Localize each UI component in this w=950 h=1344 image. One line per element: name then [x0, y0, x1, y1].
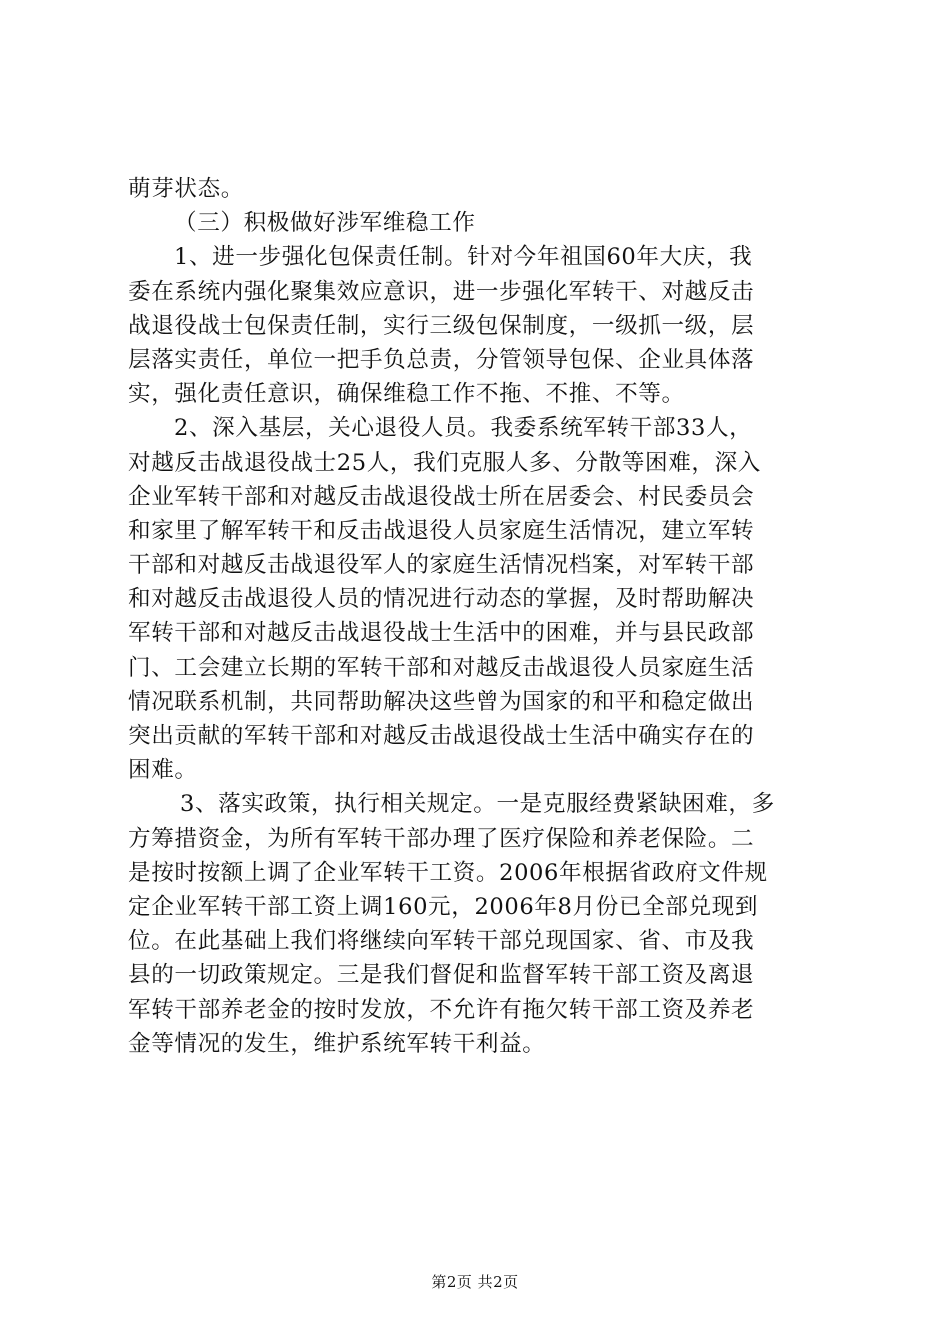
page-number-label: 第2页 共2页	[431, 1273, 519, 1291]
paragraph-line: 情况联系机制，共同帮助解决这些曾为国家的和平和稳定做出	[128, 688, 755, 715]
paragraph-line: 干部和对越反击战退役军人的家庭生活情况档案，对军转干部	[128, 552, 755, 579]
document-body	[128, 172, 822, 1061]
paragraph-line: 军转干部和对越反击战退役战士生活中的困难，并与县民政部	[128, 620, 755, 647]
paragraph-line: 是按时按额上调了企业军转干工资。2006年根据省政府文件规	[128, 859, 768, 886]
paragraph-line: 位。在此基础上我们将继续向军转干部兑现国家、省、市及我	[128, 928, 755, 955]
paragraph-line: 困难。	[128, 757, 198, 784]
paragraph-line: 县的一切政策规定。三是我们督促和监督军转干部工资及离退	[128, 962, 755, 989]
paragraph-line: 层落实责任，单位一把手负总责，分管领导包保、企业具体落	[128, 346, 755, 373]
paragraph-line: 军转干部养老金的按时发放，不允许有拖欠转干部工资及养老	[128, 996, 755, 1023]
paragraph-line: 门、工会建立长期的军转干部和对越反击战退役人员家庭生活	[128, 654, 755, 681]
paragraph-line: 方筹措资金，为所有军转干部办理了医疗保险和养老保险。二	[128, 825, 755, 852]
paragraph-line: 实，强化责任意识，确保维稳工作不拖、不推、不等。	[128, 381, 685, 408]
paragraph-line: 和家里了解军转干和反击战退役人员家庭生活情况，建立军转	[128, 517, 755, 544]
page-footer	[0, 1272, 950, 1292]
paragraph-line: 战退役战士包保责任制，实行三级包保制度，一级抓一级，层	[128, 312, 755, 339]
paragraph-line: 突出贡献的军转干部和对越反击战退役战士生活中确实存在的	[128, 723, 755, 749]
paragraph-line: 对越反击战退役战士25人，我们克服人多、分散等困难，深入	[128, 449, 761, 476]
paragraph-line: 企业军转干部和对越反击战退役战士所在居委会、村民委员会	[128, 483, 755, 510]
paragraph-line: 3、落实政策，执行相关规定。一是克服经费紧缺困难，多	[180, 791, 775, 818]
paragraph-line: 萌芽状态。	[128, 176, 244, 202]
paragraph-line: 委在系统内强化聚集效应意识，进一步强化军转干、对越反击	[128, 278, 755, 305]
section-heading: （三）积极做好涉军维稳工作	[174, 210, 476, 237]
paragraph-line: 金等情况的发生，维护系统军转干利益。	[128, 1030, 546, 1057]
paragraph-line: 2、深入基层，关心退役人员。我委系统军转干部33人，	[174, 415, 753, 442]
paragraph-line: 定企业军转干部工资上调160元，2006年8月份已全部兑现到	[128, 893, 759, 920]
paragraph-line: 和对越反击战退役人员的情况进行动态的掌握，及时帮助解决	[128, 586, 755, 613]
paragraph-line: 1、进一步强化包保责任制。针对今年祖国60年大庆，我	[174, 244, 753, 271]
